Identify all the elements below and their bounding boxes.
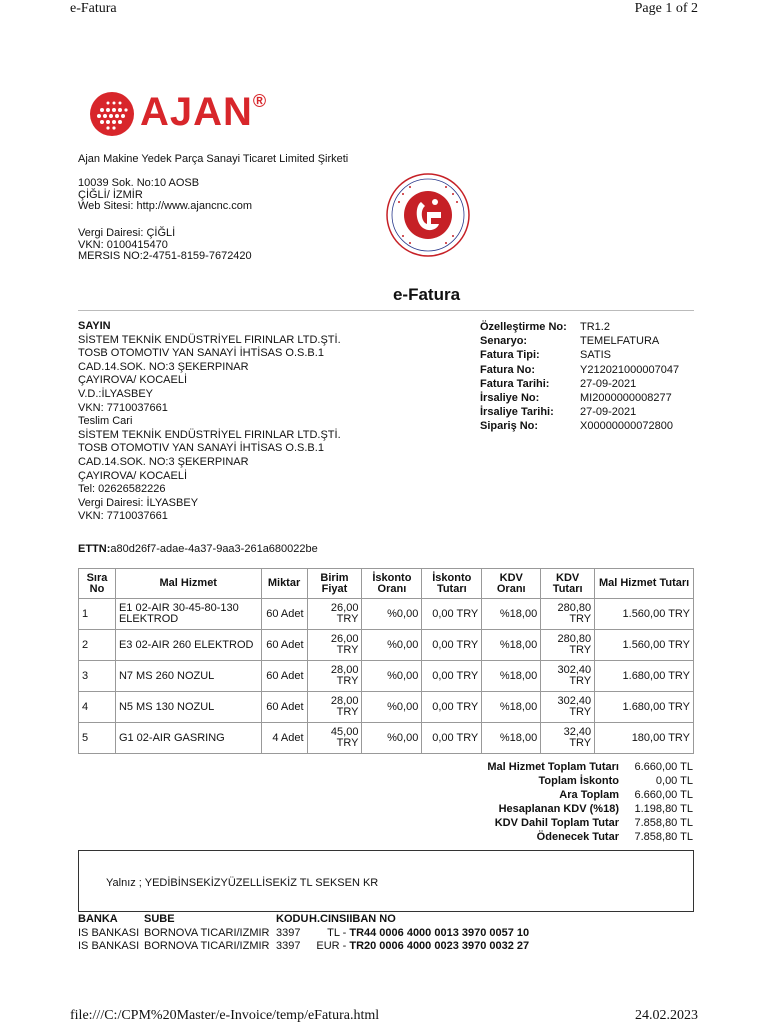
meta-label: İrsaliye Tarihi: (480, 406, 554, 419)
table-cell: 0,00 TRY (422, 661, 482, 692)
column-header: Miktar (261, 569, 307, 599)
table-cell: 28,00 TRY (307, 692, 362, 723)
brand-name: AJAN® (140, 90, 268, 134)
buyer-line: CAD.14.SOK. NO:3 ŞEKERPINAR (78, 455, 249, 468)
bank-name: IS BANKASI (78, 940, 140, 952)
meta-label: Sipariş No: (480, 420, 539, 433)
table-cell: %0,00 (362, 661, 422, 692)
ettn-value: a80d26f7-adae-4a37-9aa3-261a680022be (110, 543, 318, 555)
buyer-line: VKN: 7710037661 (78, 401, 168, 414)
print-footer-url: file:///C:/CPM%20Master/e-Invoice/temp/eFatura.html (70, 1008, 380, 1023)
seller-address-line: 10039 Sok. No:10 AOSB (78, 177, 200, 189)
bank-code: 3397 (276, 940, 301, 952)
table-cell: 302,40 TRY (541, 692, 595, 723)
total-value: 6.660,00 TL (634, 789, 693, 802)
table-cell: %18,00 (482, 599, 541, 630)
seller-mersis: MERSIS NO:2-4751-8159-7672420 (78, 250, 252, 262)
buyer-line: CAD.14.SOK. NO:3 ŞEKERPINAR (78, 360, 249, 373)
ettn-label: ETTN: (78, 543, 111, 555)
total-row (440, 802, 693, 816)
title-divider (78, 310, 694, 311)
bank-currency: TL - (327, 926, 347, 939)
buyer-line: Vergi Dairesi: İLYASBEY (78, 496, 199, 509)
bank-code: 3397 (276, 926, 301, 939)
table-cell: 0,00 TRY (422, 630, 482, 661)
table-cell: 180,00 TRY (595, 723, 694, 754)
meta-label: Fatura Tarihi: (480, 377, 550, 390)
buyer-line: Tel: 02626582226 (78, 483, 166, 496)
table-cell: N5 MS 130 NOZUL (115, 692, 261, 723)
column-header: Sıra No (79, 569, 116, 599)
bank-header: BANKA (78, 913, 118, 925)
seller-tax-office: Vergi Dairesi: ÇİĞLİ (78, 227, 176, 239)
table-cell: 26,00 TRY (307, 630, 362, 661)
meta-value: 27-09-2021 (580, 377, 637, 390)
table-cell: 0,00 TRY (422, 692, 482, 723)
bank-row (78, 940, 529, 954)
table-cell: 1 (79, 599, 116, 630)
table-cell: 5 (79, 723, 116, 754)
table-row (79, 661, 694, 692)
meta-value: 27-09-2021 (580, 406, 637, 419)
bank-header: H.CINSI (309, 913, 350, 925)
table-row (79, 723, 694, 754)
table-cell: E3 02-AIR 260 ELEKTROD (115, 630, 261, 661)
table-header-row (79, 569, 694, 599)
total-row (440, 774, 693, 788)
table-cell: %0,00 (362, 599, 422, 630)
total-label: KDV Dahil Toplam Tutar (494, 817, 619, 830)
total-value: 6.660,00 TL (634, 761, 693, 773)
meta-value: MI2000000008277 (580, 392, 672, 405)
table-cell: 0,00 TRY (422, 599, 482, 630)
table-cell: N7 MS 260 NOZUL (115, 661, 261, 692)
meta-row (480, 419, 679, 433)
column-header: KDV Oranı (482, 569, 541, 599)
table-cell: %18,00 (482, 692, 541, 723)
table-cell: 0,00 TRY (422, 723, 482, 754)
table-cell: %18,00 (482, 630, 541, 661)
meta-label: Senaryo: (480, 335, 528, 348)
table-cell: %0,00 (362, 630, 422, 661)
table-cell: 26,00 TRY (307, 599, 362, 630)
buyer-info (78, 320, 341, 524)
buyer-line: VKN: 7710037661 (78, 510, 168, 523)
column-header: Mal Hizmet (115, 569, 261, 599)
total-value: 7.858,80 TL (634, 817, 693, 830)
amount-in-words: Yalnız ; YEDİBİNSEKİZYÜZELLİSEKİZ TL SEKSEN KR (106, 877, 379, 889)
total-value: 7.858,80 TL (634, 831, 693, 844)
seller-tax-info (78, 228, 252, 263)
invoice-meta (480, 320, 679, 434)
table-cell: 280,80 TRY (541, 630, 595, 661)
bank-row (78, 927, 529, 941)
bank-branch: BORNOVA TICARI/IZMIR (144, 926, 270, 939)
table-cell: 4 (79, 692, 116, 723)
table-cell: 60 Adet (261, 630, 307, 661)
table-cell: 4 Adet (261, 723, 307, 754)
buyer-line: Teslim Cari (78, 415, 133, 428)
meta-label: Özelleştirme No: (480, 321, 567, 333)
column-header: İskonto Oranı (362, 569, 422, 599)
buyer-line: V.D.:İLYASBEY (78, 387, 154, 400)
bank-header: KODU (276, 913, 309, 925)
buyer-line: TOSB OTOMOTIV YAN SANAYİ İHTİSAS O.S.B.1 (78, 442, 324, 455)
bank-currency: EUR - (316, 940, 347, 952)
buyer-line: SİSTEM TEKNİK ENDÜSTRİYEL FIRINLAR LTD.ŞTİ. (78, 333, 341, 346)
table-cell: 1.560,00 TRY (595, 599, 694, 630)
table-cell: %18,00 (482, 661, 541, 692)
table-cell: G1 02-AIR GASRING (115, 723, 261, 754)
meta-row (480, 391, 679, 405)
ettn (78, 543, 318, 555)
table-cell: 1.680,00 TRY (595, 661, 694, 692)
table-cell: 60 Adet (261, 692, 307, 723)
amount-in-words-box (78, 850, 694, 912)
meta-row (480, 377, 679, 391)
table-row (79, 692, 694, 723)
meta-label: İrsaliye No: (480, 392, 540, 405)
print-header-page: Page 1 of 2 (634, 1, 698, 16)
table-cell: %0,00 (362, 723, 422, 754)
meta-row (480, 363, 679, 377)
total-row (440, 760, 693, 774)
table-cell: 60 Adet (261, 599, 307, 630)
totals-block (440, 760, 693, 845)
column-header: İskonto Tutarı (422, 569, 482, 599)
buyer-line: ÇAYIROVA/ KOCAELİ (78, 469, 188, 482)
items-table (78, 568, 694, 754)
meta-value: SATIS (580, 349, 611, 362)
bank-iban: TR20 0006 4000 0023 3970 0032 27 (349, 940, 530, 952)
total-value: 0,00 TL (655, 775, 693, 788)
document-title: e-Fatura (392, 285, 461, 304)
table-cell: 32,40 TRY (541, 723, 595, 754)
table-cell: 3 (79, 661, 116, 692)
total-row (440, 788, 693, 802)
company-logo (88, 88, 298, 138)
table-cell: E1 02-AIR 30-45-80-130 ELEKTROD (115, 599, 261, 630)
column-header: KDV Tutarı (541, 569, 595, 599)
seller-website: Web Sitesi: http://www.ajancnc.com (78, 200, 253, 212)
table-cell: 60 Adet (261, 661, 307, 692)
table-cell: 1.560,00 TRY (595, 630, 694, 661)
buyer-line: SİSTEM TEKNİK ENDÜSTRİYEL FIRINLAR LTD.ŞTİ. (78, 428, 341, 441)
logo-dot-sphere-icon (88, 90, 136, 138)
table-cell: 302,40 TRY (541, 661, 595, 692)
buyer-line: TOSB OTOMOTIV YAN SANAYİ İHTİSAS O.S.B.1 (78, 347, 324, 360)
print-header-title: e-Fatura (70, 1, 117, 16)
meta-value: X00000000072800 (580, 420, 673, 433)
table-cell: 28,00 TRY (307, 661, 362, 692)
meta-row (480, 348, 679, 362)
column-header: Mal Hizmet Tutarı (595, 569, 694, 599)
total-label: Hesaplanan KDV (%18) (498, 803, 619, 816)
column-header: Birim Fiyat (307, 569, 362, 599)
seller-company-name: Ajan Makine Yedek Parça Sanayi Ticaret Limited Şirketi (78, 153, 349, 165)
meta-value: TR1.2 (580, 321, 610, 333)
bank-header: IBAN NO (349, 913, 396, 925)
meta-label: Fatura No: (480, 363, 535, 376)
total-row (440, 816, 693, 830)
print-footer-date: 24.02.2023 (635, 1008, 698, 1023)
table-cell: 1.680,00 TRY (595, 692, 694, 723)
bank-info (78, 913, 529, 954)
table-cell: %18,00 (482, 723, 541, 754)
meta-row (480, 405, 679, 419)
bank-header: SUBE (144, 913, 175, 925)
table-row (79, 599, 694, 630)
table-cell: %0,00 (362, 692, 422, 723)
bank-header-row (78, 913, 529, 927)
meta-row (480, 320, 679, 334)
seller-address (78, 178, 252, 213)
buyer-line: ÇAYIROVA/ KOCAELİ (78, 374, 188, 387)
meta-value: TEMELFATURA (580, 335, 660, 348)
bank-branch: BORNOVA TICARI/IZMIR (144, 940, 270, 952)
meta-row (480, 334, 679, 348)
total-value: 1.198,80 TL (634, 803, 693, 816)
seller-address-line: ÇİĞLİ/ İZMİR (78, 188, 143, 201)
table-cell: 280,80 TRY (541, 599, 595, 630)
buyer-heading: SAYIN (78, 320, 111, 332)
gib-seal-icon (385, 172, 471, 258)
table-cell: 2 (79, 630, 116, 661)
total-label: Toplam İskonto (538, 775, 619, 788)
meta-label: Fatura Tipi: (480, 349, 540, 362)
bank-name: IS BANKASI (78, 926, 140, 939)
total-row (440, 830, 693, 844)
meta-value: Y212021000007047 (580, 363, 680, 376)
seller-vkn: VKN: 0100415470 (78, 238, 168, 251)
table-row (79, 630, 694, 661)
total-label: Ara Toplam (559, 789, 619, 802)
bank-iban: TR44 0006 4000 0013 3970 0057 10 (349, 926, 530, 939)
table-cell: 45,00 TRY (307, 723, 362, 754)
total-label: Mal Hizmet Toplam Tutarı (487, 761, 619, 773)
total-label: Ödenecek Tutar (536, 831, 619, 844)
